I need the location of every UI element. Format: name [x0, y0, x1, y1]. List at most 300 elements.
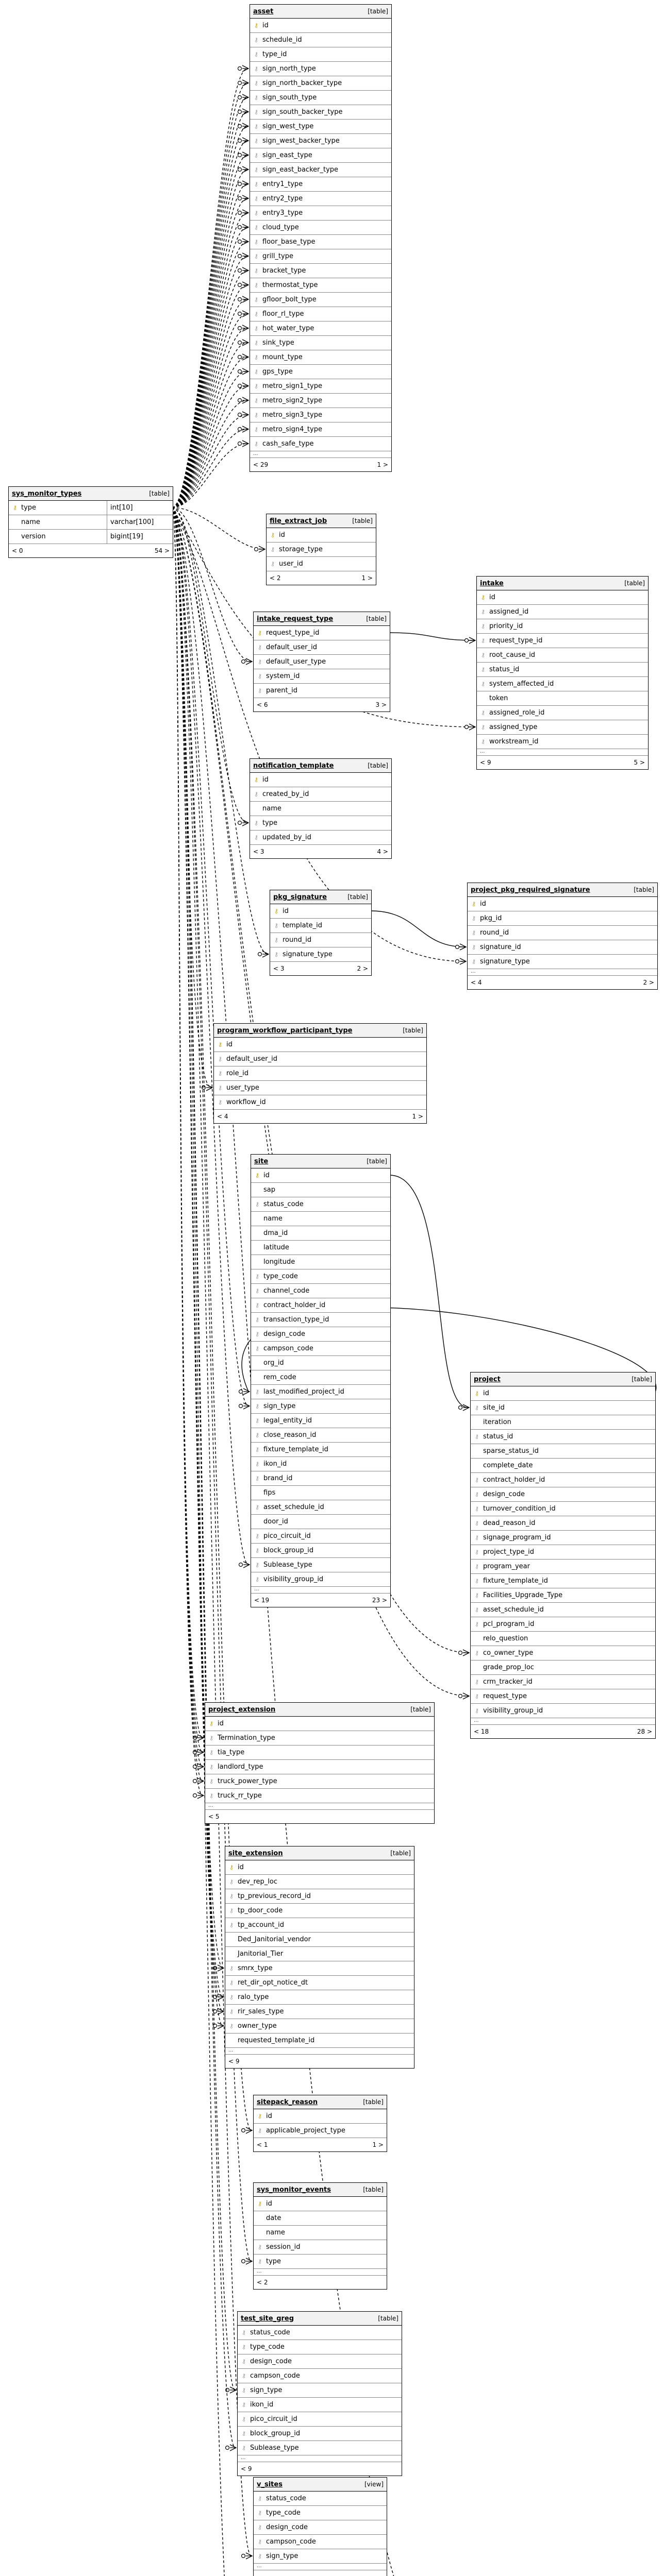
optional-mark — [456, 945, 459, 949]
column-row[interactable] — [225, 1947, 414, 1961]
child-count[interactable]: 1 > — [377, 461, 388, 468]
table-site-extension[interactable] — [225, 1846, 414, 2069]
column-row[interactable] — [477, 590, 648, 605]
column-row[interactable] — [471, 1632, 655, 1646]
column-row[interactable] — [250, 350, 391, 365]
column-row[interactable] — [251, 1529, 390, 1544]
column-row[interactable] — [225, 1976, 414, 1990]
column-row[interactable] — [9, 515, 173, 530]
column-row[interactable] — [250, 105, 391, 120]
table-name[interactable]: pkg_signature — [273, 893, 327, 901]
column-row[interactable] — [471, 1459, 655, 1473]
column-row[interactable] — [471, 1473, 655, 1487]
column-row[interactable] — [254, 2255, 387, 2269]
column-name: dma_id — [263, 1229, 288, 1237]
column-row[interactable] — [254, 2520, 387, 2535]
table-intake[interactable] — [476, 576, 649, 770]
column-row[interactable] — [471, 1516, 655, 1531]
column-row[interactable] — [225, 1860, 414, 1875]
table-name[interactable]: site_extension — [228, 1849, 283, 1857]
parent-count[interactable]: < 9 — [480, 759, 491, 766]
parent-count[interactable]: < 19 — [254, 1597, 270, 1604]
optional-mark — [238, 442, 242, 446]
column-row[interactable] — [250, 206, 391, 221]
column-row[interactable] — [254, 2226, 387, 2240]
column-name: Ded_Janitorial_vendor — [238, 1936, 311, 1943]
column-row[interactable] — [250, 437, 391, 451]
parent-count[interactable]: < 3 — [273, 965, 285, 972]
optional-mark — [193, 1794, 197, 1798]
optional-mark — [238, 821, 242, 825]
column-row[interactable] — [254, 684, 390, 698]
optional-mark — [193, 1780, 197, 1783]
column-row[interactable] — [225, 2033, 414, 2048]
column-name: grill_type — [262, 252, 293, 260]
child-count[interactable]: 3 > — [375, 701, 387, 708]
parent-count[interactable]: < 2 — [270, 574, 281, 582]
column-row[interactable] — [205, 1731, 434, 1745]
column-row[interactable] — [250, 422, 391, 437]
column-row[interactable] — [254, 2197, 387, 2211]
column-row[interactable] — [250, 802, 391, 816]
child-count[interactable]: 28 > — [637, 1728, 652, 1735]
foreign-key-icon: ⚷ — [209, 1749, 214, 1756]
column-row[interactable] — [254, 2240, 387, 2255]
column-row[interactable] — [471, 1502, 655, 1516]
child-count[interactable]: 1 > — [412, 1113, 423, 1120]
column-name: id — [262, 776, 269, 784]
column-row[interactable] — [214, 1066, 426, 1081]
table-name[interactable]: intake_request_type — [257, 615, 334, 623]
primary-key-icon: ⚷ — [257, 630, 262, 636]
column-row[interactable] — [251, 1255, 390, 1269]
relationship-line — [172, 155, 247, 507]
column-row[interactable] — [225, 1875, 414, 1889]
column-row[interactable] — [251, 1500, 390, 1515]
column-row[interactable] — [477, 720, 648, 735]
column-row[interactable] — [267, 528, 376, 543]
optional-mark — [459, 1651, 462, 1655]
column-row[interactable] — [250, 321, 391, 336]
column-row[interactable] — [250, 249, 391, 264]
foreign-key-icon: ⚷ — [209, 1778, 214, 1785]
column-row[interactable] — [477, 735, 648, 749]
column-row[interactable] — [225, 1933, 414, 1947]
column-row[interactable] — [267, 557, 376, 571]
table-header — [477, 577, 648, 590]
primary-key-icon: ⚷ — [254, 22, 259, 29]
column-row[interactable] — [238, 2369, 402, 2383]
table-name[interactable]: v_sites — [257, 2480, 283, 2488]
table-name[interactable]: sitepack_reason — [257, 2098, 318, 2106]
table-asset[interactable] — [250, 4, 392, 472]
column-row[interactable] — [251, 1241, 390, 1255]
column-row[interactable] — [238, 2441, 402, 2455]
column-row[interactable] — [250, 773, 391, 787]
column-row[interactable] — [205, 1789, 434, 1803]
table-project-extension[interactable] — [205, 1702, 435, 1824]
column-row[interactable] — [471, 1704, 655, 1718]
table-site[interactable] — [251, 1154, 391, 1607]
column-row[interactable] — [270, 904, 371, 919]
column-name: mount_type — [262, 353, 303, 361]
child-count[interactable]: 2 > — [357, 965, 368, 972]
column-row[interactable] — [254, 2492, 387, 2506]
table-name[interactable]: sys_monitor_events — [257, 2185, 331, 2194]
column-row[interactable] — [270, 919, 371, 933]
parent-count[interactable]: < 5 — [208, 1813, 220, 1820]
foreign-key-icon: ⚷ — [270, 546, 275, 553]
column-row[interactable] — [205, 1774, 434, 1789]
table-test-site-greg[interactable] — [237, 2311, 402, 2476]
column-row[interactable] — [477, 605, 648, 619]
parent-count[interactable]: < 9 — [228, 2058, 240, 2065]
column-row[interactable] — [250, 264, 391, 278]
column-row[interactable] — [270, 933, 371, 947]
column-row[interactable] — [250, 19, 391, 33]
column-row[interactable] — [471, 1531, 655, 1545]
column-row[interactable] — [251, 1313, 390, 1327]
column-row[interactable] — [471, 1660, 655, 1675]
crowfoot-mark — [243, 1388, 250, 1395]
parent-count[interactable]: < 2 — [257, 2279, 268, 2286]
foreign-key-icon: ⚷ — [255, 1287, 260, 1294]
table-pkg-signature[interactable] — [270, 890, 372, 976]
column-row[interactable] — [254, 669, 390, 684]
child-count[interactable]: 5 > — [634, 759, 645, 766]
parent-count[interactable]: < 0 — [12, 547, 23, 554]
optional-mark — [239, 1563, 243, 1567]
child-count[interactable]: 54 > — [154, 547, 170, 554]
column-row[interactable] — [471, 1386, 655, 1401]
column-row[interactable] — [471, 1444, 655, 1459]
relationship-line — [172, 507, 203, 1767]
column-name: date — [266, 2214, 281, 2222]
column-row[interactable] — [471, 1560, 655, 1574]
column-row[interactable] — [225, 1904, 414, 1918]
column-name: owner_type — [238, 2022, 277, 2030]
column-row[interactable] — [250, 307, 391, 321]
table-project-pkg-required-signature[interactable] — [467, 883, 658, 990]
column-row[interactable] — [471, 1675, 655, 1689]
child-count[interactable]: 2 > — [643, 979, 654, 986]
column-row[interactable] — [471, 1617, 655, 1632]
table-header — [254, 2095, 387, 2109]
crowfoot-mark — [242, 239, 248, 245]
column-name: default_user_id — [226, 1055, 277, 1063]
column-row[interactable] — [471, 1545, 655, 1560]
column-row[interactable] — [251, 1471, 390, 1486]
column-row[interactable] — [250, 293, 391, 307]
foreign-key-icon: ⚷ — [254, 210, 259, 216]
table-footer — [225, 2055, 414, 2068]
crowfoot-mark — [242, 426, 248, 432]
column-name: status_code — [266, 2495, 306, 2502]
column-row[interactable] — [250, 787, 391, 802]
column-row[interactable] — [225, 2005, 414, 2019]
column-row[interactable] — [254, 2109, 387, 2124]
relationship-line — [172, 507, 211, 1088]
column-name: design_code — [263, 1330, 305, 1338]
column-name: pico_circuit_id — [250, 2415, 297, 2423]
column-row[interactable] — [254, 640, 390, 655]
parent-count[interactable]: < 9 — [241, 2465, 252, 2472]
child-count[interactable]: 23 > — [372, 1597, 387, 1604]
column-row[interactable] — [250, 134, 391, 148]
column-row[interactable] — [251, 1356, 390, 1370]
column-row[interactable] — [251, 1168, 390, 1183]
column-row[interactable] — [254, 2506, 387, 2520]
parent-count[interactable]: < 18 — [474, 1728, 489, 1735]
column-name: user_id — [279, 560, 303, 568]
column-row[interactable] — [251, 1428, 390, 1443]
column-row[interactable] — [250, 192, 391, 206]
column-row[interactable] — [251, 1226, 390, 1241]
column-row[interactable] — [471, 1603, 655, 1617]
column-row[interactable] — [251, 1544, 390, 1558]
table-intake-request-type[interactable] — [253, 612, 390, 712]
column-row[interactable] — [250, 365, 391, 379]
foreign-key-icon: ⚷ — [480, 666, 486, 673]
table-name[interactable]: program_workflow_participant_type — [217, 1026, 353, 1035]
column-row[interactable] — [225, 1961, 414, 1976]
column-row[interactable] — [214, 1081, 426, 1095]
crowfoot-mark — [197, 1792, 204, 1799]
column-name: default_user_id — [266, 643, 317, 651]
column-row[interactable] — [250, 831, 391, 845]
table-name[interactable]: project_extension — [208, 1705, 276, 1714]
relationship-line — [172, 507, 251, 2556]
table-name[interactable]: project — [474, 1375, 501, 1383]
parent-count[interactable]: < 1 — [257, 2141, 268, 2148]
column-row[interactable] — [251, 1284, 390, 1298]
column-row[interactable] — [251, 1486, 390, 1500]
column-row[interactable] — [468, 926, 657, 940]
column-row[interactable] — [471, 1689, 655, 1704]
table-name[interactable]: project_pkg_required_signature — [471, 886, 590, 894]
column-row[interactable] — [471, 1430, 655, 1444]
crowfoot-mark — [246, 2553, 252, 2559]
column-row[interactable] — [225, 2019, 414, 2033]
child-count[interactable]: 4 > — [377, 848, 388, 855]
table-name[interactable]: site — [254, 1157, 269, 1165]
column-row[interactable] — [250, 91, 391, 105]
column-row[interactable] — [205, 1745, 434, 1760]
column-row[interactable] — [251, 1399, 390, 1414]
column-row[interactable] — [468, 955, 657, 969]
column-row[interactable] — [471, 1415, 655, 1430]
column-row[interactable] — [270, 947, 371, 962]
child-count[interactable]: 1 > — [372, 2141, 384, 2148]
column-name: version — [21, 533, 46, 540]
column-row[interactable] — [254, 2549, 387, 2564]
column-row[interactable] — [238, 2326, 402, 2340]
column-row[interactable] — [251, 1558, 390, 1572]
relationship-line — [172, 328, 247, 507]
column-row[interactable] — [250, 221, 391, 235]
table-name[interactable]: asset — [253, 7, 274, 15]
column-name: sign_south_type — [262, 94, 317, 101]
column-row[interactable] — [251, 1342, 390, 1356]
foreign-key-icon: ⚷ — [254, 65, 259, 72]
column-row[interactable] — [468, 897, 657, 911]
child-count[interactable]: 1 > — [361, 574, 373, 582]
column-row[interactable] — [238, 2398, 402, 2412]
crowfoot-mark — [218, 2008, 224, 2014]
column-row[interactable] — [251, 1443, 390, 1457]
column-row[interactable] — [267, 543, 376, 557]
column-row[interactable] — [471, 1574, 655, 1588]
foreign-key-icon: ⚷ — [270, 561, 275, 567]
crowfoot-mark — [469, 637, 475, 643]
column-name: system_id — [266, 672, 300, 680]
column-row[interactable] — [254, 655, 390, 669]
table-name[interactable]: sys_monitor_types — [12, 489, 82, 498]
column-row[interactable] — [250, 62, 391, 76]
column-row[interactable] — [250, 163, 391, 177]
table-name[interactable]: intake — [480, 579, 504, 587]
column-row[interactable] — [250, 120, 391, 134]
table-v-sites[interactable] — [253, 2477, 387, 2576]
table-sys-monitor-events[interactable] — [253, 2182, 387, 2290]
column-row[interactable] — [477, 619, 648, 634]
column-row[interactable] — [471, 1487, 655, 1502]
optional-mark — [213, 1967, 217, 1970]
table-sitepack-reason[interactable] — [253, 2095, 387, 2152]
column-name: status_id — [483, 1433, 513, 1440]
column-row[interactable] — [205, 1717, 434, 1731]
column-row[interactable] — [251, 1457, 390, 1471]
crowfoot-mark — [246, 658, 252, 665]
foreign-key-icon: ⚷ — [229, 1878, 234, 1885]
column-row[interactable] — [477, 663, 648, 677]
column-row[interactable] — [254, 2124, 387, 2138]
column-name: campson_code — [250, 2372, 300, 2380]
more-columns-ellipsis: ... — [238, 2455, 402, 2462]
column-row[interactable] — [225, 1990, 414, 2005]
column-row[interactable] — [251, 1385, 390, 1399]
relationship-line — [172, 507, 203, 1781]
foreign-key-icon: ⚷ — [241, 2401, 246, 2408]
relationship-line — [172, 507, 264, 549]
optional-mark — [238, 269, 242, 273]
column-row[interactable] — [250, 33, 391, 47]
column-row[interactable] — [477, 677, 648, 691]
column-row[interactable] — [205, 1760, 434, 1774]
column-row[interactable] — [251, 1269, 390, 1284]
column-row[interactable] — [250, 235, 391, 249]
foreign-key-icon: ⚷ — [474, 1549, 479, 1555]
column-row[interactable] — [251, 1212, 390, 1226]
column-row[interactable] — [225, 1889, 414, 1904]
column-row[interactable] — [250, 148, 391, 163]
table-name[interactable]: notification_template — [253, 761, 334, 770]
column-row[interactable] — [250, 76, 391, 91]
relationship-line — [371, 911, 465, 947]
column-row[interactable] — [468, 911, 657, 926]
column-row[interactable] — [250, 816, 391, 831]
column-row[interactable] — [238, 2383, 402, 2398]
table-name[interactable]: test_site_greg — [241, 2314, 294, 2323]
column-row[interactable] — [251, 1298, 390, 1313]
column-row[interactable] — [471, 1646, 655, 1660]
column-row[interactable] — [251, 1414, 390, 1428]
column-name: iteration — [483, 1418, 511, 1426]
column-row[interactable] — [214, 1052, 426, 1066]
column-name: id — [480, 900, 486, 908]
column-row[interactable] — [251, 1572, 390, 1587]
column-row[interactable] — [254, 626, 390, 640]
column-row[interactable] — [250, 278, 391, 293]
parent-count[interactable]: < 4 — [471, 979, 482, 986]
table-program-workflow-participant-type[interactable] — [213, 1023, 427, 1124]
column-row[interactable] — [214, 1038, 426, 1052]
optional-mark — [239, 1390, 243, 1394]
parent-count[interactable]: < 6 — [257, 701, 268, 708]
column-name: priority_id — [489, 622, 523, 630]
column-row[interactable] — [468, 940, 657, 955]
column-row[interactable] — [251, 1183, 390, 1197]
column-row[interactable] — [471, 1588, 655, 1603]
column-row[interactable] — [238, 2412, 402, 2427]
foreign-key-icon: ⚷ — [474, 1679, 479, 1685]
column-row[interactable] — [477, 706, 648, 720]
parent-count[interactable]: < 4 — [217, 1113, 228, 1120]
column-name: gfloor_bolt_type — [262, 296, 317, 303]
table-file-extract-job[interactable] — [266, 514, 376, 585]
column-row[interactable] — [250, 379, 391, 394]
column-row[interactable] — [9, 501, 173, 515]
column-name: sign_type — [266, 2552, 298, 2560]
column-row[interactable] — [250, 47, 391, 62]
column-row[interactable] — [251, 1197, 390, 1212]
table-name[interactable]: file_extract_job — [270, 517, 327, 525]
column-row[interactable] — [251, 1515, 390, 1529]
column-row[interactable] — [250, 336, 391, 350]
parent-count[interactable]: < 29 — [253, 461, 269, 468]
relationship-line — [172, 69, 247, 507]
column-row[interactable] — [471, 1401, 655, 1415]
column-row[interactable] — [477, 634, 648, 648]
column-row[interactable] — [254, 2211, 387, 2226]
column-row[interactable] — [238, 2354, 402, 2369]
table-notification-template[interactable] — [250, 758, 392, 859]
column-row[interactable] — [250, 177, 391, 192]
column-row[interactable] — [250, 394, 391, 408]
more-columns-ellipsis: ... — [225, 2048, 414, 2055]
column-row[interactable] — [477, 648, 648, 663]
foreign-key-icon: ⚷ — [254, 239, 259, 245]
column-name: id — [263, 1172, 270, 1179]
column-row[interactable] — [238, 2340, 402, 2354]
column-row[interactable] — [238, 2427, 402, 2441]
column-row[interactable] — [225, 1918, 414, 1933]
column-row[interactable] — [251, 1370, 390, 1385]
parent-count[interactable]: < 3 — [253, 848, 264, 855]
column-name: dead_reason_id — [483, 1519, 536, 1527]
table-sys-monitor-types[interactable] — [8, 486, 173, 558]
column-row[interactable] — [250, 408, 391, 422]
column-row[interactable] — [214, 1095, 426, 1110]
column-row[interactable] — [9, 530, 173, 544]
foreign-key-icon: ⚷ — [254, 296, 259, 303]
table-project[interactable] — [470, 1372, 656, 1739]
column-type: varchar[100] — [107, 515, 154, 530]
column-name: storage_type — [279, 546, 323, 553]
column-row[interactable] — [254, 2535, 387, 2549]
column-row[interactable] — [251, 1327, 390, 1342]
column-row[interactable] — [477, 691, 648, 706]
